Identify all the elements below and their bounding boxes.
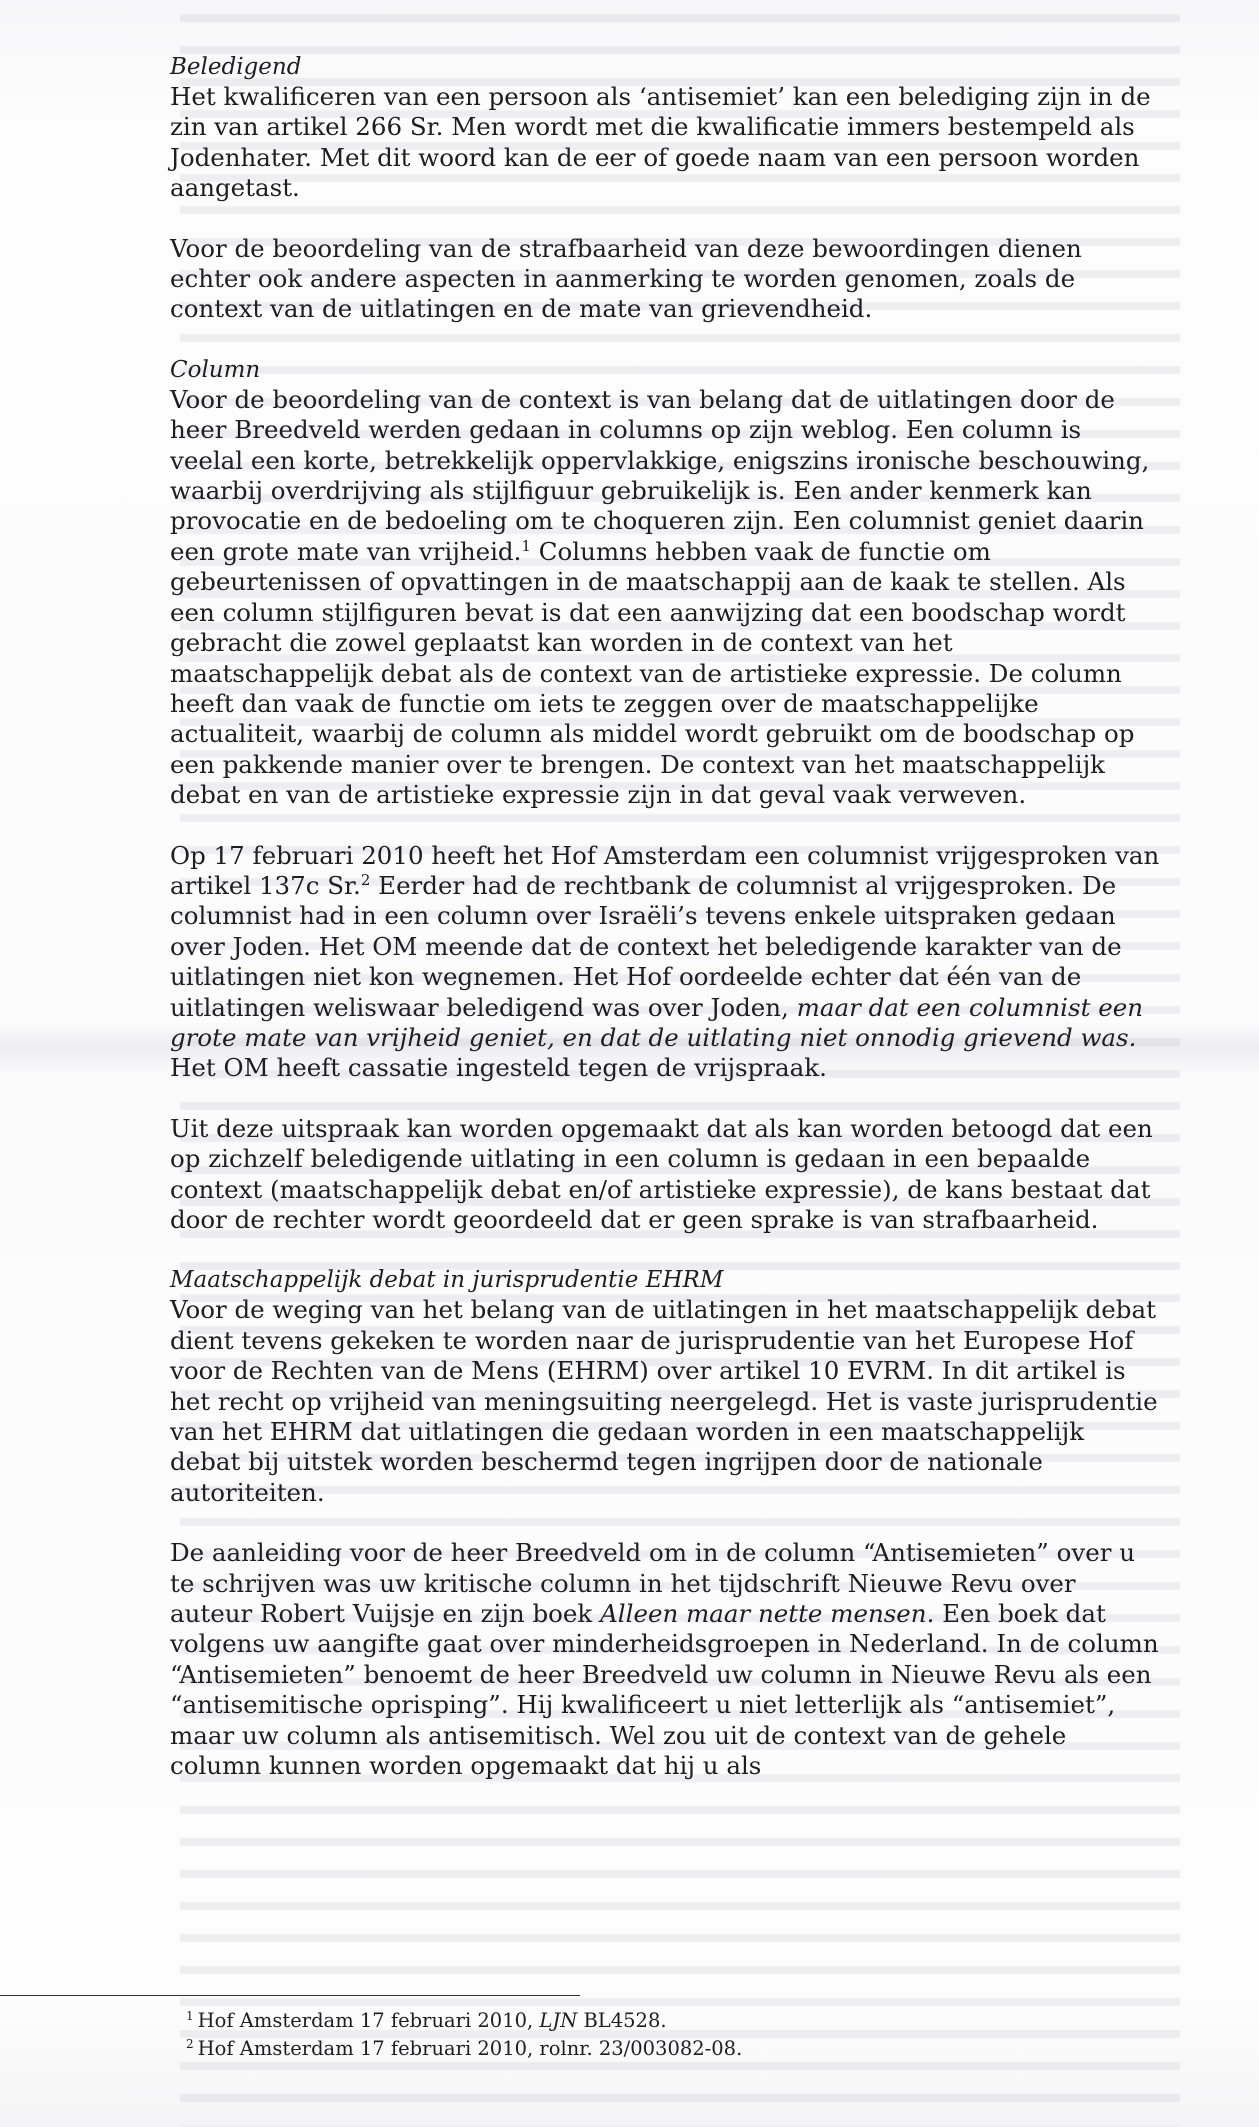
section-heading-column: Column xyxy=(170,356,261,383)
section-heading-beledigend: Beledigend xyxy=(170,54,302,80)
italic-abbrev: LJN xyxy=(539,2009,578,2032)
paragraph: Het kwalificeren van een persoon als ‘antisemiet’ kan een belediging zijn in de zin van artikel 266 Sr. Men wordt met die kwalificatie immers bestempeld als Jodenhater. Met dit woord kan de eer of goede naam van een persoon worden aangetast. xyxy=(170,82,1151,203)
footnote-1 xyxy=(186,2009,667,2033)
footnote-reference: 1 xyxy=(521,536,531,555)
paragraph xyxy=(170,841,1160,1084)
text-run: BL4528. xyxy=(577,2009,667,2032)
paragraph xyxy=(170,385,1160,811)
text-run: Op 17 februari 2010 heeft het Hof Amsterdam een columnist vrijgesproken van artikel 137c Sr. xyxy=(170,840,1160,900)
book-title: Alleen maar nette mensen. xyxy=(600,1599,935,1629)
text-run: Voor de beoordeling van de context is van belang dat de uitlatingen door de heer Breedveld werden gedaan in columns op zijn weblog. Een column is veelal een korte, betrekkelijk oppervlakkige, enigszins ironische beschouwing, waarbij overdrijving als stijlfiguur gebruikelijk is. Een ander kenmerk kan provocatie en de bedoeling om te choqueren zijn. Een columnist geniet daarin een grote mate van vrijheid. xyxy=(170,384,1150,566)
paragraph: Uit deze uitspraak kan worden opgemaakt dat als kan worden betoogd dat een op zichzelf beledigende uitlating in een column is gedaan in een bepaalde context (maatschappelijk debat en/of artistieke expressie), de kans bestaat dat door de rechter wordt geoordeeld dat er geen sprake is van strafbaarheid. xyxy=(170,1113,1153,1234)
letter-body xyxy=(170,52,1160,1782)
paragraph: Voor de beoordeling van de strafbaarheid van deze bewoordingen dienen echter ook andere aspecten in aanmerking te worden genomen, zoals de context van de uitlatingen en de mate van grievendheid. xyxy=(170,233,1082,324)
text-run: Hof Amsterdam 17 februari 2010, rolnr. 23/003082-08. xyxy=(197,2037,743,2060)
text-run: De aanleiding voor de heer Breedveld om in de column “Antisemieten” over u te schrijven was uw kritische column in het tijdschrift Nieuwe Revu over auteur Robert Vuijsje en zijn boek xyxy=(170,1538,1135,1629)
footnote-number: 2 xyxy=(186,2036,194,2051)
text-run: Een boek dat volgens uw aangifte gaat over minderheidsgroepen in Nederland. In de column “Antisemieten” benoemt de heer Breedveld uw column in Nieuwe Revu als een “antisemitische oprisping”. Hij kwalificeert u niet letterlijk als “antisemiet”, maar uw column als antisemitisch. Wel zou uit de context van de gehele column kunnen worden opgemaakt dat hij u als xyxy=(170,1599,1159,1781)
italic-quote: maar dat een columnist een grote mate van vrijheid geniet, en dat de uitlating niet onnodig grievend was. xyxy=(170,992,1143,1052)
text-run: Het OM heeft cassatie ingesteld tegen de vrijspraak. xyxy=(170,1053,827,1083)
paragraph xyxy=(170,1538,1160,1781)
footnote-reference: 2 xyxy=(360,870,371,889)
text-run: Columns hebben vaak de functie om gebeurtenissen of opvattingen in de maatschappij aan de kaak te stellen. Als een column stijlfiguren bevat is dat een aanwijzing dat een boodschap wordt gebracht die zowel geplaatst kan worden in de context van het maatschappelijk debat als de context van de artistieke expressie. De column heeft dan vaak de functie om iets te zeggen over de maatschappelijke actualiteit, waarbij de column als middel wordt gebruikt om de boodschap op een pakkende manier over te brengen. De context van het maatschappelijk debat en van de artistieke expressie zijn in dat geval vaak verweven. xyxy=(170,536,1135,810)
text-run: Eerder had de rechtbank de columnist al vrijgesproken. De columnist had in een column over Israëli’s tevens enkele uitspraken gedaan over Joden. Het OM meende dat de context het beledigende karakter van de uitlatingen niet kon wegnemen. Het Hof oordeelde echter dat één van de uitlatingen weliswaar beledigend was over Joden, xyxy=(170,870,1122,1022)
paragraph: Voor de weging van het belang van de uitlatingen in het maatschappelijk debat dient tevens gekeken te worden naar de jurisprudentie van het Europese Hof voor de Rechten van de Mens (EHRM) over artikel 10 EVRM. In dit artikel is het recht op vrijheid van meningsuiting neergelegd. Het is vaste jurisprudentie van het EHRM dat uitlatingen die gedaan worden in een maatschappelijk debat bij uitstek worden beschermd tegen ingrijpen door de nationale autoriteiten. xyxy=(170,1295,1158,1507)
footnote-number: 1 xyxy=(186,2008,194,2023)
section-heading-ehrm: Maatschappelijk debat in jurisprudentie EHRM xyxy=(170,1267,724,1294)
text-run: Hof Amsterdam 17 februari 2010, xyxy=(197,2009,540,2032)
footnote-divider xyxy=(0,1995,580,1996)
footnote-2 xyxy=(186,2037,742,2061)
